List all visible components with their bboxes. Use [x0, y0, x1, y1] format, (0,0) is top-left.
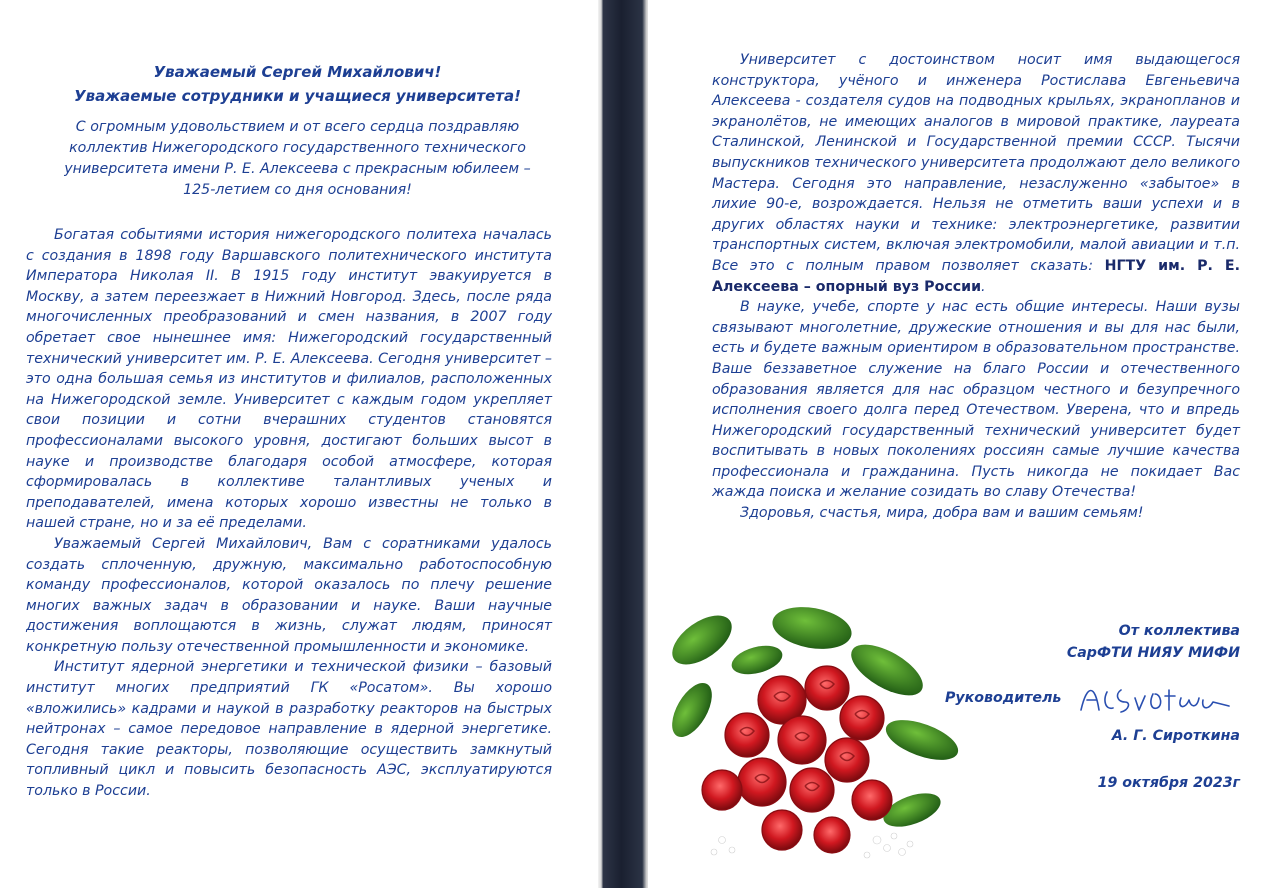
date: 19 октября 2023г: [1097, 775, 1240, 791]
greeting: [40, 60, 555, 108]
book-spine: [598, 0, 650, 888]
from-line-2: СарФТИ НИЯУ МИФИ: [1066, 645, 1240, 661]
paragraph-rector: Уважаемый Сергей Михайлович, Вам с соратниками удалось создать сплоченную, дружную, максимально работоспособную команду профессионалов, которой оказалось по плечу решение многих важных задач в образовании и науке. Ваши научные достижения воплощаются в жизнь, служат людям, приносят конкретную пользу отечественной промышленности и экономике.: [26, 535, 552, 655]
signature-icon: [1073, 680, 1233, 720]
intro-line-2: коллектив Нижегородского государственного технического: [69, 140, 526, 156]
roses-bouquet-icon: [662, 600, 982, 888]
right-body: [712, 50, 1240, 524]
greeting-line-1: Уважаемый Сергей Михайлович!: [153, 63, 442, 81]
paragraph-nuclear: Институт ядерной энергетики и технической физики – базовый институт многих предприятий ГК «Росатом». Вы хорошо «вложились» кадрами и наукой в разработку реакторов на быстрых нейтронах – самое передовое направление в ядерной энергетике. Сегодня такие реакторы, позволяющие осуществить замкнутый топливный цикл и повысить безопасность АЭС, эксплуатируются только в России.: [26, 659, 552, 800]
intro: [40, 117, 555, 201]
head-label: Руководитель: [945, 690, 1062, 706]
paragraph-alekseev-text: Университет с достоинством носит имя выдающегося конструктора, учёного и инженера Ростислава Евгеньевича Алексеева - создателя судов на подводных крыльях, экранопланов и экранолётов, не имеющих аналогов в мировой практике, лауреата Сталинской, Ленинской и Государственной премии СССР. Тысячи выпускников технического университета продолжают дело великого Мастера. Сегодня это направление, незаслуженно «забытое» в лихие 90-е, возрождается. Нельзя не отметить ваши успехи и в других областях науки и технике: электроэнергетике, развитии транспортных систем, включая электромобили, малой авиации и т.п. Все это с полным правом позволяет сказать:: [712, 52, 1240, 274]
from-block: [1067, 620, 1240, 664]
highlight-phrase: НГТУ им. Р. Е. Алексеева – опорный вуз России: [712, 257, 1240, 295]
head-name: А. Г. Сироткина: [1111, 728, 1240, 744]
head-row: [945, 686, 1245, 718]
paragraph-wishes: Здоровья, счастья, мира, добра вам и вашим семьям!: [740, 505, 1144, 522]
intro-line-1: С огромным удовольствием и от всего сердца поздравляю: [75, 119, 520, 135]
intro-line-3: университета имени Р. Е. Алексеева с прекрасным юбилеем –: [64, 161, 531, 177]
paragraph-cooperation: В науке, учебе, спорте у нас есть общие интересы. Наши вузы связывают многолетние, дружеские отношения и вы для нас были, есть и будете важным ориентиром в образовательном пространстве. Ваше беззаветное служение на благо России и отечественного образования является для нас образцом честного и безупречного исполнения своего долга перед Отечеством. Уверена, что и впредь Нижегородский государственный технический университет будет воспитывать в новых поколениях россиян самые лучшие качества профессионала и гражданина. Пусть никогда не покидает Вас жажда поиска и желание созидать во славу Отечества!: [712, 299, 1240, 501]
from-line-1: От коллектива: [1118, 623, 1240, 639]
paragraph-alekseev-end: .: [981, 278, 986, 295]
left-body: [26, 225, 552, 802]
paragraph-history: Богатая событиями история нижегородского политеха началась с создания в 1898 году Варшавского политехнического института Императора Николая II. В 1915 году институт эвакуируется в Москву, а затем переезжает в Нижний Новгород. Здесь, после ряда многочисленных преобразований и смен названия, в 2007 году обретает свое нынешнее имя: Нижегородский государственный технический университет им. Р. Е. Алексеева. Сегодня университет – это одна большая семья из институтов и филиалов, расположенных на Нижегородской земле. Университет с каждым годом укрепляет свои позиции и сотни вчерашних студентов становятся профессионалами высокого уровня, достигают больших высот в науке и производстве благодаря особой атмосфере, которая сформировалась в коллективе талантливых ученых и преподавателей, имена которых хорошо известны не только в нашей стране, но и за её пределами.: [26, 227, 552, 532]
greeting-line-2: Уважаемые сотрудники и учащиеся университета!: [74, 87, 521, 105]
paragraph-alekseev: [712, 50, 1240, 297]
intro-line-4: 125-летием со дня основания!: [183, 182, 412, 198]
